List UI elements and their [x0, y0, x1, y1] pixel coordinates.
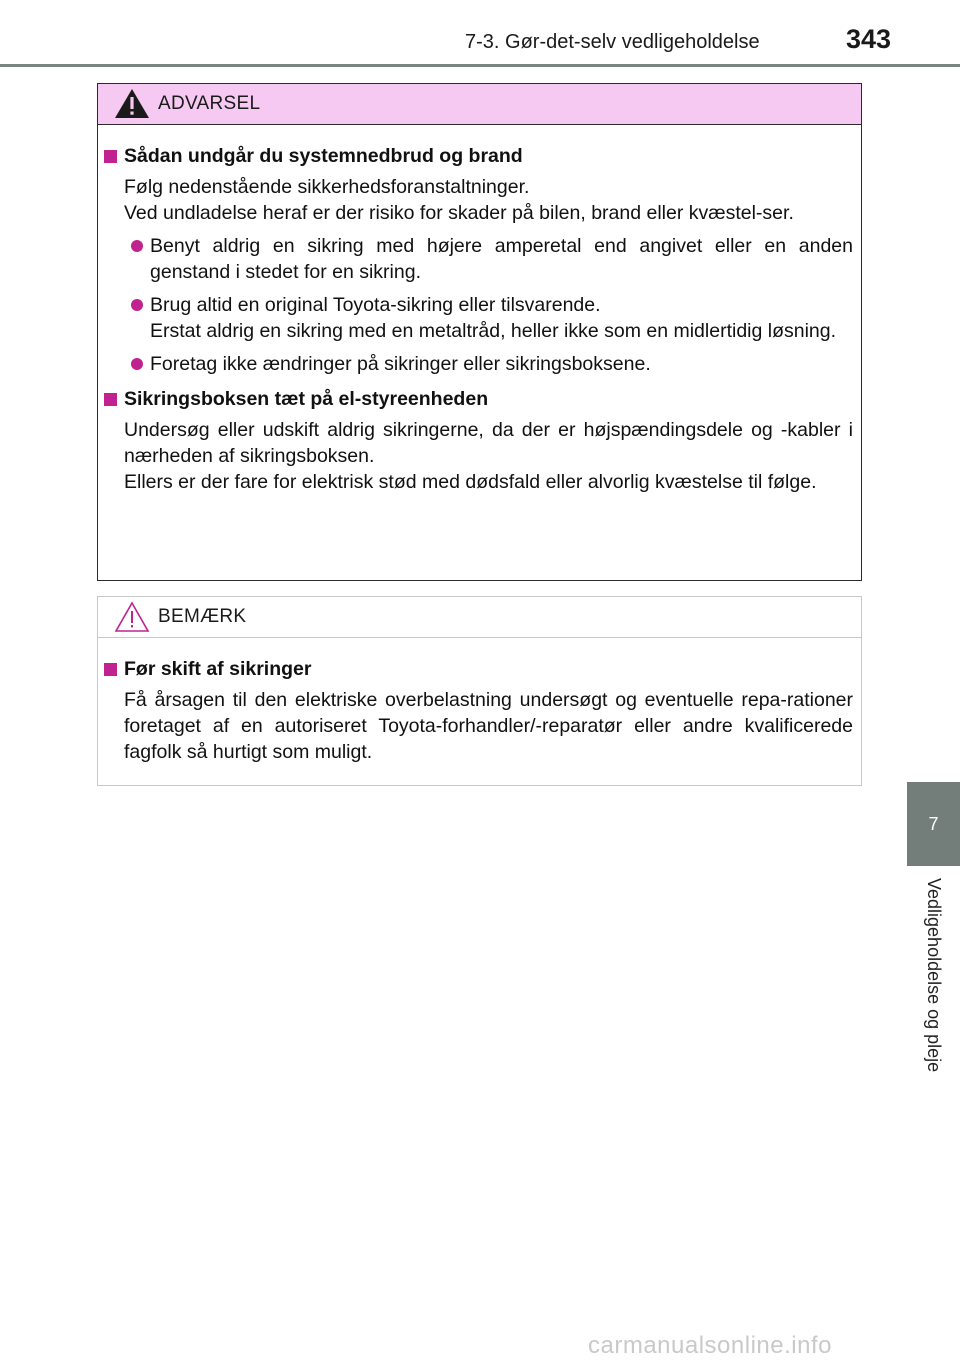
square-bullet-icon — [104, 150, 117, 163]
section-title: 7-3. Gør-det-selv vedligeholdelse — [465, 31, 760, 53]
notice-title: BEMÆRK — [158, 606, 247, 627]
section-heading — [104, 143, 853, 169]
paragraph: Undersøg eller udskift aldrig sikringerne, da der er højspændingsdele og -kabler i nærheden af sikringsboksen. — [124, 419, 853, 467]
section-heading — [104, 386, 853, 412]
section-heading-text: Sådan undgår du systemnedbrud og brand — [124, 145, 523, 167]
round-bullet-icon — [131, 358, 143, 370]
warning-box — [97, 83, 862, 581]
round-bullet-icon — [131, 299, 143, 311]
section-heading-text: Sikringsboksen tæt på el-styreenheden — [124, 388, 489, 410]
chapter-tab[interactable] — [907, 782, 960, 866]
notice-box — [97, 596, 862, 786]
paragraph: Ellers er der fare for elektrisk stød med dødsfald eller alvorlig kvæstelse til følge. — [124, 471, 817, 493]
page-number: 343 — [846, 24, 892, 54]
round-bullet-icon — [131, 240, 143, 252]
warning-body — [98, 125, 861, 495]
caution-triangle-outline-icon — [113, 600, 151, 633]
page-header — [0, 0, 960, 68]
list-item — [104, 292, 853, 344]
notice-header — [98, 597, 861, 638]
list-item-text-group — [150, 292, 853, 344]
list-item-text: Benyt aldrig en sikring med højere amperetal end angivet eller en anden genstand i stedet for en sikring. — [150, 235, 853, 283]
notice-body — [98, 638, 861, 765]
warning-title: ADVARSEL — [158, 93, 261, 114]
chapter-label — [907, 878, 960, 1128]
paragraph: Få årsagen til den elektriske overbelastning undersøgt og eventuelle repa-rationer foretaget af en autoriseret Toyota-forhandler/-reparatør eller andre kvalificerede fagfolk så hurtigt som muligt. — [124, 689, 853, 763]
square-bullet-icon — [104, 393, 117, 406]
paragraph: Ved undladelse heraf er der risiko for skader på bilen, brand eller kvæstel-ser. — [124, 202, 794, 224]
square-bullet-icon — [104, 663, 117, 676]
list-item — [104, 351, 853, 377]
section-heading-text: Før skift af sikringer — [124, 658, 312, 680]
watermark: carmanualsonline.info — [588, 1332, 832, 1359]
section-heading — [104, 656, 853, 682]
list-item — [104, 233, 853, 285]
warning-triangle-icon — [113, 87, 151, 120]
list-item-text: Erstat aldrig en sikring med en metaltråd, heller ikke som en midlertidig løsning. — [150, 320, 837, 342]
paragraph: Følg nedenstående sikkerhedsforanstaltninger. — [124, 176, 530, 198]
list-item-text: Brug altid en original Toyota-sikring eller tilsvarende. — [150, 294, 601, 316]
header-divider — [0, 64, 960, 67]
warning-header — [98, 84, 861, 125]
list-item-text: Foretag ikke ændringer på sikringer eller sikringsboksene. — [150, 353, 651, 375]
chapter-label-text: Vedligeholdelse og pleje — [924, 878, 944, 1073]
chapter-number: 7 — [928, 813, 939, 834]
